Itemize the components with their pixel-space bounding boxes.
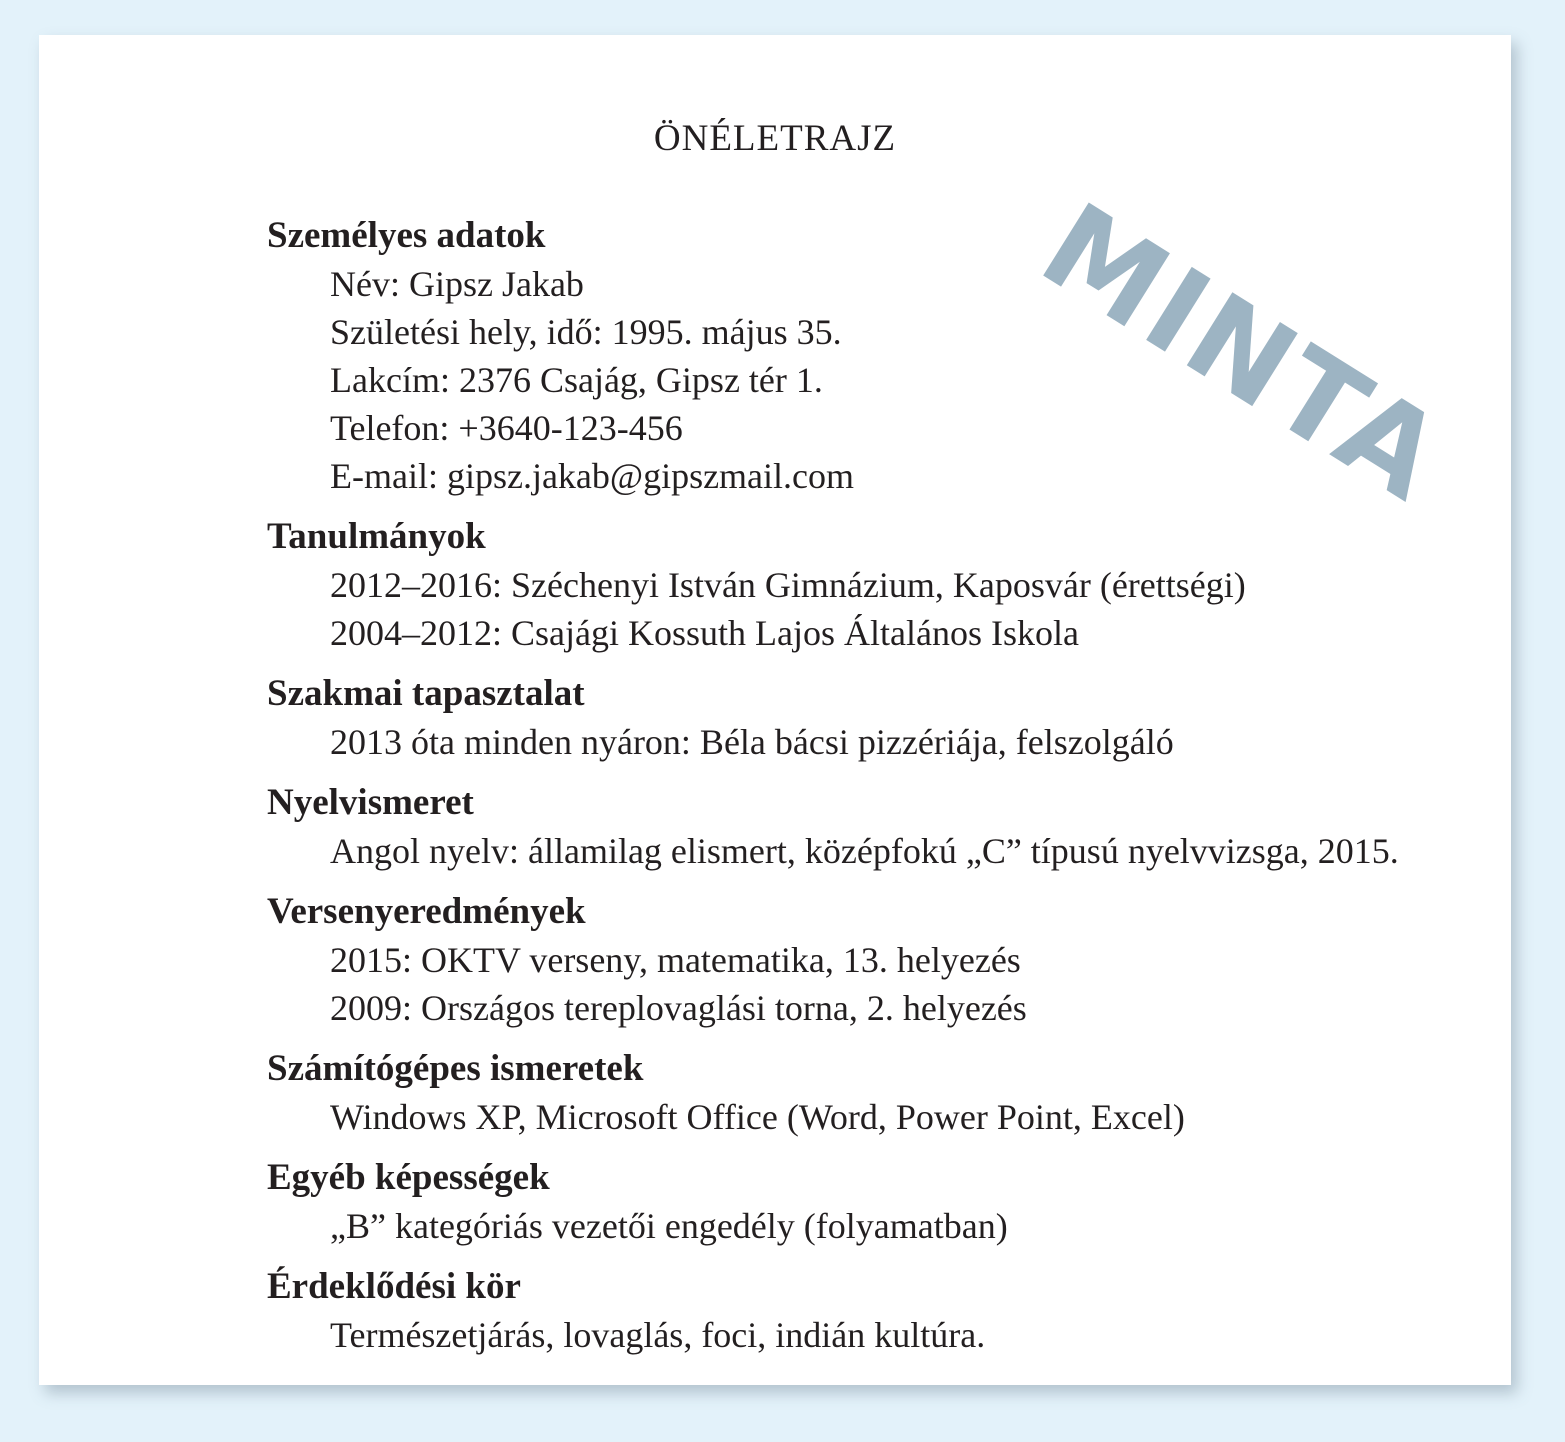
cv-page <box>39 35 1511 1385</box>
section-computer-skills <box>267 1045 1497 1141</box>
address-line: Lakcím: 2376 Csajág, Gipsz tér 1. <box>330 360 823 400</box>
name-line: Név: Gipsz Jakab <box>330 264 584 304</box>
section-heading: Tanulmányok <box>267 516 486 557</box>
computer-skills-line: Windows XP, Microsoft Office (Word, Power Point, Excel) <box>330 1097 1185 1137</box>
study-line: 2004–2012: Csajági Kossuth Lajos Általános Iskola <box>330 613 1079 653</box>
section-heading: Szakmai tapasztalat <box>267 673 585 714</box>
study-line: 2012–2016: Széchenyi István Gimnázium, Kaposvár (érettségi) <box>330 565 1246 605</box>
language-line: Angol nyelv: államilag elismert, középfokú „C” típusú nyelvvizsga, 2015. <box>330 831 1399 871</box>
section-languages <box>267 779 1497 875</box>
section-studies <box>267 513 1497 657</box>
section-personal-data <box>267 212 1497 500</box>
minta-watermark: MINTA <box>1019 176 1468 529</box>
section-heading: Érdeklődési kör <box>267 1266 521 1307</box>
section-heading: Számítógépes ismeretek <box>267 1048 644 1089</box>
section-heading: Versenyeredmények <box>267 891 586 932</box>
section-heading: Személyes adatok <box>267 215 546 256</box>
phone-line: Telefon: +3640-123-456 <box>330 408 683 448</box>
interests-line: Természetjárás, lovaglás, foci, indián kultúra. <box>330 1315 986 1355</box>
cv-content <box>267 212 1497 1359</box>
section-heading: Nyelvismeret <box>267 782 474 823</box>
section-competitions <box>267 888 1497 1032</box>
birth-line: Születési hely, idő: 1995. május 35. <box>330 312 842 352</box>
competition-line: 2009: Országos tereplovaglási torna, 2. helyezés <box>330 988 1027 1028</box>
section-interests <box>267 1263 1497 1359</box>
section-heading: Egyéb képességek <box>267 1157 550 1198</box>
section-work-experience <box>267 670 1497 766</box>
section-other-skills <box>267 1154 1497 1250</box>
work-line: 2013 óta minden nyáron: Béla bácsi pizzériája, felszolgáló <box>330 722 1174 762</box>
document-title: ÖNÉLETRAJZ <box>653 118 897 159</box>
email-line: E-mail: gipsz.jakab@gipszmail.com <box>330 456 855 496</box>
competition-line: 2015: OKTV verseny, matematika, 13. helyezés <box>330 940 1021 980</box>
other-skills-line: „B” kategóriás vezetői engedély (folyamatban) <box>330 1206 1008 1246</box>
